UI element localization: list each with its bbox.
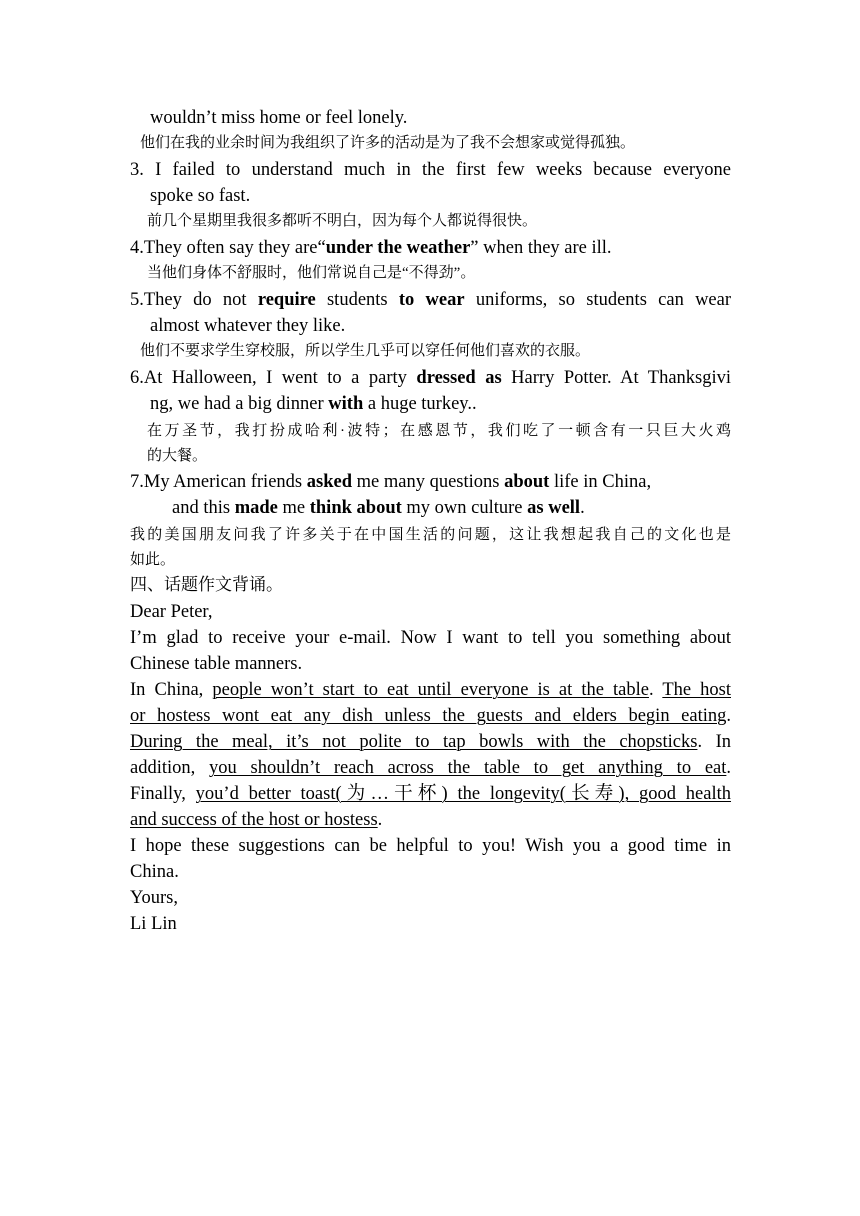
sentence-7-phrase-made: made (234, 498, 278, 518)
letter-paragraph-2-line-4 (130, 756, 731, 780)
sentence-5-phrase-to-wear: to wear (398, 290, 465, 310)
letter-paragraph-2-line-3 (130, 730, 731, 754)
letter-text: . (648, 680, 654, 700)
sentence-4-quote: “ (317, 238, 326, 258)
sentence-7-phrase-asked: asked (306, 472, 352, 492)
sentence-7-text: life in China, (553, 472, 652, 492)
letter-paragraph-2-line-2 (130, 704, 731, 728)
sentence-4-chinese: 当他们身体不舒服时，他们常说自己是“不得劲”。 (147, 265, 476, 281)
letter-paragraph-1-line-1: I’m glad to receive your e-mail. Now I want to tell you something about (130, 628, 731, 648)
sentence-6-text: ng, we had a big dinner (150, 394, 324, 414)
sentence-7-line-2 (172, 496, 585, 520)
sentence-5-text: students (326, 290, 388, 310)
letter-text: . In (697, 732, 731, 752)
sentence-6-phrase-dressed-as: dressed as (416, 368, 502, 388)
sentence-7-text: my own culture (406, 498, 523, 518)
sentence-7-chinese-line-1: 我的美国朋友问我了许多关于在中国生活的问题，这让我想起我自己的文化也是 (130, 527, 731, 543)
letter-text: Finally, (130, 784, 186, 804)
sentence-6-line-2 (150, 392, 477, 416)
sentence-5-text: 5.They do not (130, 290, 247, 310)
sentence-6-text: Harry Potter. At Thanksgivi (511, 368, 732, 388)
sentence-7-chinese-line-2: 如此。 (130, 552, 176, 568)
letter-paragraph-2-line-6 (130, 808, 382, 832)
letter-paragraph-3-line-1: I hope these suggestions can be helpful to you! Wish you a good time in (130, 836, 731, 856)
sentence-3-line-1: 3. I failed to understand much in the first few weeks because everyone (130, 160, 731, 180)
sentence-6-line-1 (130, 366, 731, 390)
sentence-2-line-2: wouldn’t miss home or feel lonely. (150, 108, 408, 128)
underlined-sentence: people won’t start to eat until everyone is at the table (212, 680, 649, 700)
letter-signature: Li Lin (130, 914, 177, 934)
sentence-7-text: me many questions (356, 472, 500, 492)
sentence-5-line-1 (130, 288, 731, 312)
sentence-4-text-end: ” when they are ill. (470, 238, 612, 258)
sentence-6-phrase-with: with (328, 394, 364, 414)
letter-closing: Yours, (130, 888, 178, 908)
letter-paragraph-2-line-1 (130, 678, 731, 702)
letter-text: In China, (130, 680, 204, 700)
letter-text: addition, (130, 758, 196, 778)
sentence-4-phrase: under the weather (325, 238, 471, 258)
sentence-6-chinese-line-2: 的大餐。 (147, 448, 208, 464)
sentence-6-text: 6.At Halloween, I went to a party (130, 368, 407, 388)
sentence-5-phrase-require: require (257, 290, 316, 310)
sentence-7-text: 7.My American friends (130, 472, 303, 492)
sentence-2-chinese: 他们在我的业余时间为我组织了许多的活动是为了我不会想家或觉得孤独。 (140, 135, 636, 151)
letter-paragraph-3-line-2: China. (130, 862, 179, 882)
sentence-5-text: uniforms, so students can wear (475, 290, 732, 310)
section-4-heading: 四、话题作文背诵。 (130, 575, 283, 594)
sentence-7-period: . (580, 498, 585, 518)
letter-greeting: Dear Peter, (130, 602, 213, 622)
letter-text: . (377, 810, 383, 830)
letter-paragraph-2-line-5 (130, 782, 731, 806)
sentence-3-line-2: spoke so fast. (150, 186, 251, 206)
letter-text: . (726, 706, 731, 726)
sentence-3-chinese: 前几个星期里我很多都听不明白，因为每个人都说得很快。 (147, 213, 538, 229)
sentence-4 (130, 236, 612, 260)
underlined-sentence: you’d better toast(为…干杯) the longevity(长寿), good health (195, 784, 732, 804)
letter-paragraph-1-line-2: Chinese table manners. (130, 654, 303, 674)
sentence-7-phrase-think-about: think about (309, 498, 402, 518)
sentence-7-text: me (282, 498, 306, 518)
sentence-7-text: and this (172, 498, 231, 518)
sentence-6-chinese-line-1: 在万圣节，我打扮成哈利·波特；在感恩节，我们吃了一顿含有一只巨大火鸡 (147, 423, 731, 439)
sentence-7-phrase-as-well: as well (527, 498, 581, 518)
sentence-6-text: a huge turkey.. (367, 394, 477, 414)
sentence-5-chinese: 他们不要求学生穿校服，所以学生几乎可以穿任何他们喜欢的衣服。 (140, 343, 591, 359)
sentence-7-line-1 (130, 470, 651, 494)
underlined-sentence: you shouldn’t reach across the table to get anything to eat (209, 758, 727, 778)
letter-text: . (726, 758, 732, 778)
sentence-7-phrase-about: about (504, 472, 550, 492)
underlined-sentence: The host (662, 680, 731, 700)
sentence-5-line-2: almost whatever they like. (150, 316, 346, 336)
underlined-sentence: During the meal, it’s not polite to tap bowls with the chopsticks (130, 732, 698, 752)
underlined-sentence: and success of the host or hostess (130, 810, 378, 830)
sentence-4-text: 4.They often say they are (130, 238, 318, 258)
underlined-sentence: or hostess wont eat any dish unless the guests and elders begin eating (130, 706, 727, 726)
